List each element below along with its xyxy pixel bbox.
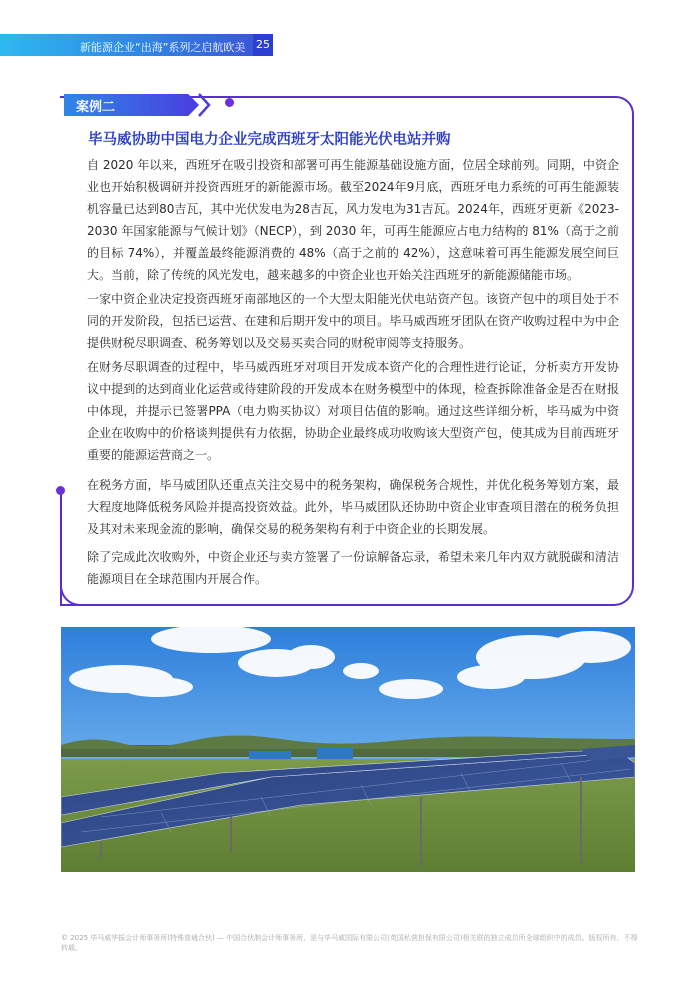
- paragraph-2: 一家中资企业决定投资西班牙南部地区的一个大型太阳能光伏电站资产包。该资产包中的项目处于不同的开发阶段，包括已运营、在建和后期开发中的项目。毕马威西班牙团队在资产收购过程中为中企提供财税尽职调查、税务筹划以及交易买卖合同的财税审阅等支持服务。: [87, 292, 619, 350]
- card-dot-left: [56, 486, 65, 495]
- case-title: 毕马威协助中国电力企业完成西班牙太阳能光伏电站并购: [88, 132, 451, 148]
- paragraph-4: 在税务方面，毕马威团队还重点关注交易中的税务架构，确保税务合规性，并优化税务筹划方案，最大程度地降低税务风险并提高投资效益。此外，毕马威团队还协助中资企业审查项目潜在的税务负担及其对未来现金流的影响，确保交易的税务架构有利于中资企业的长期发展。: [87, 478, 619, 536]
- page-number: 25: [253, 34, 273, 56]
- header-title: 新能源企业“出海”系列之启航欧美: [80, 41, 246, 54]
- chevron-right-icon: [197, 92, 211, 118]
- paragraph-5: 除了完成此次收购外，中资企业还与卖方签署了一份谅解备忘录，希望未来几年内双方就脱碳和清洁能源项目在全球范围内开展合作。: [87, 550, 619, 586]
- footer-legal: © 2025 毕马威华振会计师事务所(特殊普通合伙) — 中国合伙制会计师事务所，是与毕马威国际有限公司(英国私营担保有限公司)相关联的独立成员所全球组织中的成员。版权所有，不得转载。: [61, 934, 638, 952]
- solar-farm-photo: [61, 627, 635, 872]
- paragraph-1: 自 2020 年以来，西班牙在吸引投资和部署可再生能源基础设施方面，位居全球前列。同期，中资企业也开始积极调研并投资西班牙的新能源市场。截至2024年9月底，西班牙电力系统的可再生能源装机容量已达到80吉瓦，其中光伏发电为28吉瓦，风力发电为31吉瓦。2024年，西班牙更新《2023-2030 年国家能源与气候计划》（NECP），到 2030 年，可再生能源应占电力结构的 81%（高于之前的目标 74%），并覆盖最终能源消费的 48%（高于之前的 42%），这意味着可再生能源发展空间巨大。当前，除了传统的风光发电，越来越多的中资企业也开始关注西班牙的新能源储能市场。: [87, 158, 619, 282]
- case-tag-label: 案例二: [76, 100, 116, 115]
- card-dot-top: [225, 98, 234, 107]
- paragraph-3: 在财务尽职调查的过程中，毕马威西班牙对项目开发成本资产化的合理性进行论证，分析卖方开发协议中提到的达到商业化运营或待建阶段的开发成本在财务模型中的体现，检查拆除准备金是否在财报中体现，并提示已签署PPA（电力购买协议）对项目估值的影响。通过这些详细分析，毕马威为中资企业在收购中的价格谈判提供有力依据，协助企业最终成功收购该大型资产包，使其成为目前西班牙重要的能源运营商之一。: [87, 360, 619, 462]
